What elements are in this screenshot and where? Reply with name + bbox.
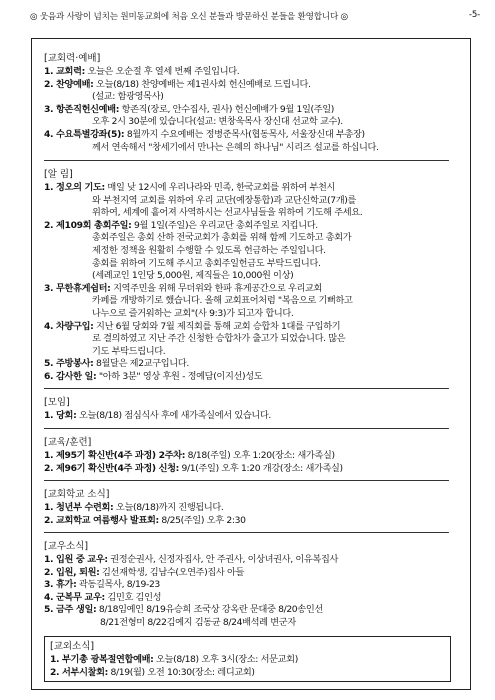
list-item: 2. 제109회 총회주일: 9월 1일(주일)은 우리교단 총회주일로 지킵니다. [44, 219, 318, 231]
list-item-continued: 제정한 정책을 원활히 수행할 수 있도록 헌금하는 주일입니다. [92, 244, 326, 256]
list-item-continued: 8/21전형미 8/22김예지 김동균 8/24배석례 변군자 [100, 616, 296, 628]
list-item: 5. 금주 생일: 8/18임예인 8/19유승희 조국상 강옥란 문대중 8/20송인선 [44, 604, 323, 616]
list-item: 1. 입원 중 교우: 권정순권사, 신정자집사, 안 주권사, 이상녀권사, 이유복집사 [44, 554, 338, 565]
section-divider [44, 388, 449, 389]
list-item-continued: 나누으로 즐거워하는 교회"(사 9:3)가 되고자 합니다. [92, 307, 294, 319]
list-item: 2. 서부시찰회: 8/19(월) 오전 10:30(장소: 레디교회) [50, 666, 255, 678]
list-item: 6. 감사한 일: "아하 3분" 영상 후원 - 정예담(이지선)성도 [44, 370, 263, 382]
list-item: 3. 휴가: 곽동길목사, 8/19-23 [44, 579, 160, 591]
list-item: 1. 교회력: 오늘은 오순절 후 열세 번째 주일입니다. [44, 66, 240, 77]
section-education [44, 434, 459, 475]
section-title: [교외소식] [50, 641, 95, 652]
list-item: 4. 차량구입: 지난 6월 당회와 7월 제직회를 통해 교회 승합차 1대를 구입하기 [44, 320, 341, 332]
list-item-continued: 오후 2시 30분에 있습니다(설교: 변창욱목사 장신대 선교학 교수). [92, 116, 343, 128]
section-members [44, 538, 459, 630]
section-meeting [44, 394, 459, 423]
section-divider [44, 532, 449, 533]
list-item-continued: 위하여, 세계에 흩어져 사역하시는 선교사님들을 위하여 기도해 주세요. [92, 207, 363, 219]
list-item: 5. 주방봉사: 8월달은 제2교구입니다. [44, 358, 189, 370]
list-item: 2. 교회학교 여름행사 발표회: 8/25(주일) 오후 2:30 [44, 514, 246, 526]
list-item-continued: 기도 부탁드립니다. [92, 345, 166, 357]
list-item: 2. 입원, 퇴원: 김선재학생, 김남수(오연주)집사 아들 [44, 566, 245, 578]
list-item: 1. 청년부 수련회: 오늘(8/18)까지 진행됩니다. [44, 502, 224, 513]
list-item-continued: 총회를 위하여 기도해 주시고 총회주일헌금도 부탁드립니다. [92, 257, 321, 269]
list-item-continued: (세례교인 1인당 5,000원, 제직들은 10,000원 이상) [92, 270, 294, 282]
section-title: [교우소식] [44, 541, 89, 552]
list-item-continued: 께서 연속해서 "창세기에서 만나는 은혜의 하나님" 시리즈 설교를 하십니다. [92, 141, 379, 153]
list-item: 4. 수요특별강좌(5): 8월까지 수요예배는 정병준목사(협동목사, 서울장신대 부총장) [44, 128, 365, 140]
section-title: [교육/훈련] [44, 437, 92, 448]
section-external [50, 638, 465, 679]
list-item: 3. 무한휴게쉼터: 지역주민을 위해 무더위와 한파 휴게공간으로 우리교회 [44, 282, 323, 294]
list-item-continued: 로 결의하였고 지난 주간 신청한 승합차가 출고가 되었습니다. 많은 [92, 333, 346, 345]
section-notice [44, 166, 459, 384]
list-item: 2. 제96기 확신반(4주 과정) 신청: 9/1(주일) 오후 1:20 개강(장소: 새가족실) [44, 462, 343, 474]
list-item: 4. 군복무 교우: 김민호 김인성 [44, 591, 162, 603]
page-number: -5- [468, 10, 480, 20]
section-title: [알 림] [44, 169, 73, 180]
list-item: 1. 부기총 광복절연합예배: 오늘(8/18) 오후 3시(장소: 서문교회) [50, 654, 298, 665]
list-item-continued: 총회주일은 총회 산하 전국교회가 총회를 위해 함께 기도하고 총회가 [92, 232, 352, 244]
page-header [30, 10, 480, 22]
list-item-continued: 와 부천지역 교회를 위하여 우리 교단(예장통합)과 교단신학교(7개)를 [92, 194, 357, 206]
list-item: 1. 정오의 기도: 매일 낮 12시에 우리나라와 민족, 한국교회를 위하여 부천시 [44, 182, 336, 193]
section-title: [교회력·예배] [44, 53, 101, 64]
list-item: 1. 당회: 오늘(8/18) 점심식사 후에 새가족실에서 있습니다. [44, 410, 271, 421]
list-item: 1. 제95기 확신반(4주 과정) 2주차: 8/18(주일) 오후 1:20(장소: 새가족실) [44, 450, 335, 461]
section-title: [모임] [44, 397, 70, 408]
section-divider [44, 160, 449, 161]
list-item-continued: 카페를 개방하기로 했습니다. 올해 교회표어처럼 "복음으로 기뻐하고 [92, 295, 353, 307]
section-divider [44, 428, 449, 429]
list-item-continued: (설교: 함광영목사) [92, 91, 164, 103]
header-welcome-text: ◎ 웃음과 사랑이 넘치는 원미동교회에 처음 오신 분들과 방문하신 분들을 환영합니다 ◎ [30, 12, 348, 22]
section-school [44, 486, 459, 527]
list-item: 2. 찬양예배: 오늘(8/18) 찬양예배는 제1권사회 헌신예배로 드립니다. [44, 78, 311, 90]
list-item: 3. 항존직헌신예배: 항존직(장로, 안수집사, 권사) 헌신예배가 9월 1일(주일) [44, 103, 335, 115]
section-title: [교회학교 소식] [44, 489, 110, 500]
section-worship [44, 50, 459, 154]
section-divider [44, 480, 449, 481]
